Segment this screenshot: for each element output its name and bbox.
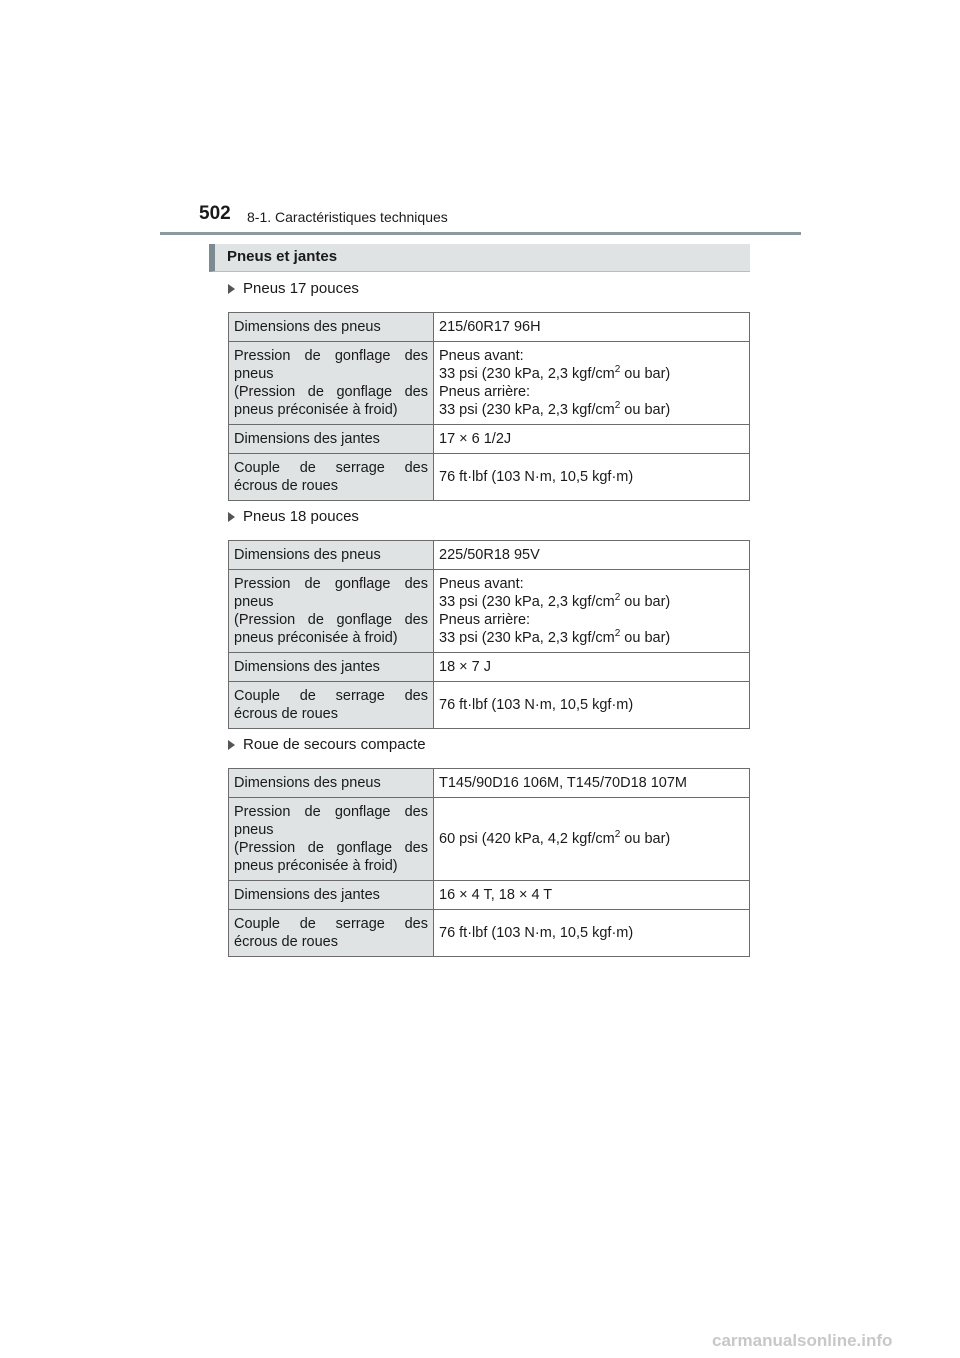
label-line: Pression de gonflage des pneus <box>234 348 428 382</box>
row-label: Couple de serrage des écrous de roues <box>229 454 434 501</box>
exponent: 2 <box>614 592 621 604</box>
table-row <box>229 313 750 342</box>
row-value: 16 × 4 T, 18 × 4 T <box>434 881 750 910</box>
table-row <box>229 769 750 798</box>
row-value: 76 ft·lbf (103 N·m, 10,5 kgf·m) <box>434 454 750 501</box>
table-row <box>229 910 750 957</box>
triangle-bullet-icon <box>228 740 235 750</box>
rear-value-line <box>439 401 744 419</box>
front-value-line <box>439 365 744 383</box>
subsection-label: Pneus 17 pouces <box>243 280 359 297</box>
row-label: Dimensions des jantes <box>229 881 434 910</box>
rear-label: Pneus arrière: <box>439 612 531 628</box>
row-value: 225/50R18 95V <box>434 541 750 570</box>
exponent: 2 <box>614 829 621 841</box>
triangle-bullet-icon <box>228 284 235 294</box>
rear-value: 33 psi (230 kPa, 2,3 kgf/cm <box>439 630 615 646</box>
rear-value: 33 psi (230 kPa, 2,3 kgf/cm <box>439 402 615 418</box>
section-header <box>209 244 750 272</box>
row-label: Couple de serrage des écrous de roues <box>229 910 434 957</box>
row-value <box>434 342 750 425</box>
header-divider <box>160 232 801 235</box>
row-label: Dimensions des jantes <box>229 653 434 682</box>
spec-table-spare <box>228 768 750 957</box>
table-row <box>229 798 750 881</box>
label-line: Pression de gonflage des pneus <box>234 576 428 610</box>
label-line: (Pression de gonflage des pneus préconisée à froid) <box>234 384 428 418</box>
page-number: 502 <box>199 203 231 224</box>
row-label: Dimensions des pneus <box>229 541 434 570</box>
table-row <box>229 653 750 682</box>
subsection-label: Roue de secours compacte <box>243 736 426 753</box>
row-value: 76 ft·lbf (103 N·m, 10,5 kgf·m) <box>434 910 750 957</box>
chapter-title: 8-1. Caractéristiques techniques <box>247 209 448 225</box>
table-row <box>229 682 750 729</box>
table-row <box>229 342 750 425</box>
unit-tail: ou bar) <box>620 831 671 847</box>
table-row <box>229 425 750 454</box>
unit-tail: ou bar) <box>620 402 671 418</box>
row-value: 18 × 7 J <box>434 653 750 682</box>
table-row <box>229 881 750 910</box>
row-value <box>434 570 750 653</box>
spec-table-18 <box>228 540 750 729</box>
table-row <box>229 541 750 570</box>
rear-value-line <box>439 629 744 647</box>
unit-tail: ou bar) <box>620 594 671 610</box>
row-label: Dimensions des jantes <box>229 425 434 454</box>
subsection-label: Pneus 18 pouces <box>243 508 359 525</box>
value-line <box>439 830 744 848</box>
rear-label: Pneus arrière: <box>439 384 531 400</box>
exponent: 2 <box>614 364 621 376</box>
spec-table-17 <box>228 312 750 501</box>
label-line: Pression de gonflage des pneus <box>234 804 428 838</box>
row-value: 76 ft·lbf (103 N·m, 10,5 kgf·m) <box>434 682 750 729</box>
row-value <box>434 798 750 881</box>
table-row <box>229 570 750 653</box>
exponent: 2 <box>614 400 621 412</box>
front-label: Pneus avant: <box>439 576 524 592</box>
triangle-bullet-icon <box>228 512 235 522</box>
unit-tail: ou bar) <box>620 366 671 382</box>
row-value: 17 × 6 1/2J <box>434 425 750 454</box>
table-row <box>229 454 750 501</box>
subsection-heading-17 <box>228 280 359 297</box>
row-label <box>229 798 434 881</box>
row-label: Dimensions des pneus <box>229 769 434 798</box>
front-value: 33 psi (230 kPa, 2,3 kgf/cm <box>439 594 615 610</box>
row-label <box>229 570 434 653</box>
watermark: carmanualsonline.info <box>712 1331 893 1350</box>
row-value: T145/90D16 106M, T145/70D18 107M <box>434 769 750 798</box>
subsection-heading-spare <box>228 736 426 753</box>
label-line: (Pression de gonflage des pneus préconisée à froid) <box>234 840 428 874</box>
row-value: 215/60R17 96H <box>434 313 750 342</box>
subsection-heading-18 <box>228 508 359 525</box>
front-value-line <box>439 593 744 611</box>
front-value: 33 psi (230 kPa, 2,3 kgf/cm <box>439 366 615 382</box>
row-label: Couple de serrage des écrous de roues <box>229 682 434 729</box>
front-label: Pneus avant: <box>439 348 524 364</box>
pressure-value: 60 psi (420 kPa, 4,2 kgf/cm <box>439 831 615 847</box>
section-title: Pneus et jantes <box>227 248 338 265</box>
exponent: 2 <box>614 628 621 640</box>
label-line: (Pression de gonflage des pneus préconisée à froid) <box>234 612 428 646</box>
row-label: Dimensions des pneus <box>229 313 434 342</box>
row-label <box>229 342 434 425</box>
unit-tail: ou bar) <box>620 630 671 646</box>
